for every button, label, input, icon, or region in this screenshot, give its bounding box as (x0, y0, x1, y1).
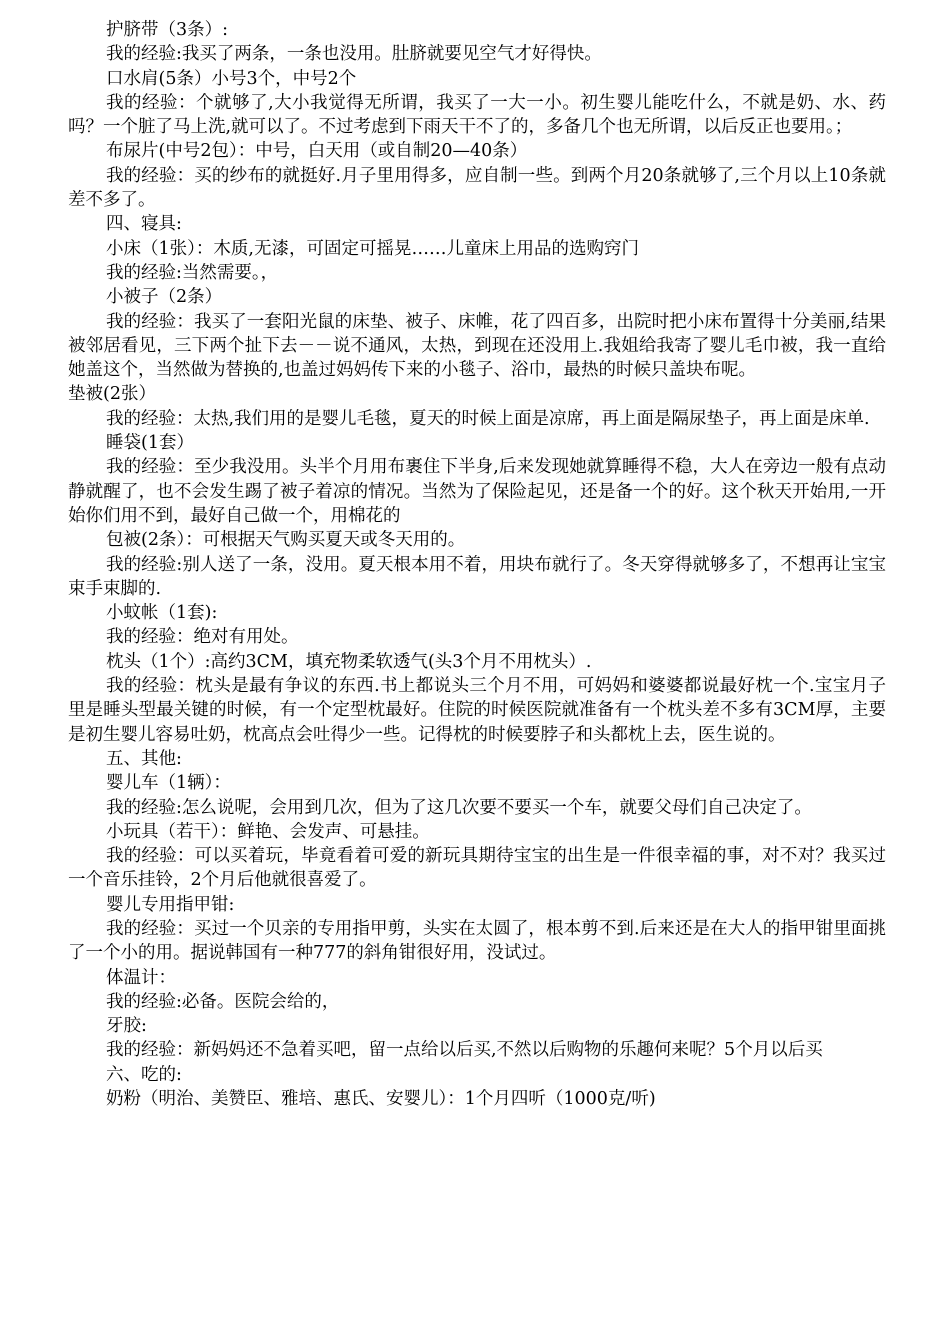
section-heading: 四、寝具: (106, 214, 182, 235)
section-heading: 五、其他: (106, 748, 182, 769)
experience-paragraph: 我的经验：可以买着玩，毕竟看着可爱的新玩具期待宝宝的出生是一件很幸福的事，对不对？我买过一个音乐挂铃，2个月后他就很喜爱了。 (68, 846, 886, 891)
item-heading: 牙胶: (106, 1016, 147, 1037)
experience-paragraph: 我的经验:怎么说呢，会用到几次，但为了这几次要不要买一个车，就要父母们自己决定了。 (106, 797, 812, 818)
experience-paragraph: 我的经验：新妈妈还不急着买吧，留一点给以后买,不然以后购物的乐趣何来呢？5个月以后买 (106, 1040, 823, 1061)
item-heading: 护脐带（3条）: (106, 20, 229, 40)
item-heading: 小床（1张）：木质,无漆，可固定可摇晃……儿童床上用品的选购窍门 (106, 238, 639, 259)
item-heading: 枕头（1个）:高约3CM，填充物柔软透气(头3个月不用枕头）. (106, 651, 592, 672)
experience-paragraph: 我的经验：至少我没用。头半个月用布裹住下半身,后来发现她就算睡得不稳，大人在旁边一般有点动静就醒了，也不会发生踢了被子着凉的情况。当然为了保险起见，还是备一个的好。这个秋天开始用,一开始你们用不到，最好自己做一个，用棉花的 (68, 457, 886, 526)
experience-paragraph: 我的经验:别人送了一条，没用。夏天根本用不着，用块布就行了。冬天穿得就够多了，不想再让宝宝束手束脚的. (68, 554, 886, 599)
document-page (68, 18, 886, 1111)
experience-paragraph: 我的经验:我买了两条，一条也没用。肚脐就要见空气才好得快。 (106, 44, 602, 65)
item-heading: 垫被(2张） (68, 384, 156, 405)
experience-paragraph: 我的经验:必备。医院会给的， (106, 991, 340, 1012)
experience-paragraph: 我的经验：买过一个贝亲的专用指甲剪，头实在太圆了，根本剪不到.后来还是在大人的指甲钳里面挑了一个小的用。据说韩国有一种777的斜角钳很好用，没试过。 (68, 918, 886, 964)
item-heading: 布尿片(中号2包）：中号，白天用（或自制20—40条） (106, 141, 528, 162)
item-heading: 体温计： (106, 967, 176, 988)
item-heading: 小被子（2条） (106, 287, 223, 308)
item-heading: 小玩具（若干）：鲜艳、会发声、可悬挂。 (106, 821, 430, 842)
experience-paragraph: 我的经验：我买了一套阳光鼠的床垫、被子、床帷，花了四百多，出院时把小床布置得十分美丽,结果被邻居看见，三下两个扯下去－－说不通风，太热，到现在还没用上.我姐给我寄了婴儿毛巾被，我一直给她盖这个，当然做为替换的,也盖过妈妈传下来的小毯子、浴巾，最热的时候只盖块布呢。 (68, 311, 886, 381)
item-heading: 婴儿车（1辆）： (106, 773, 231, 794)
item-heading: 奶粉（明治、美赞臣、雅培、惠氏、安婴儿）：1个月四听（1000克/听) (106, 1089, 656, 1110)
experience-paragraph: 我的经验：个就够了,大小我觉得无所谓，我买了一大一小。初生婴儿能吃什么，不就是奶、水、药吗？一个脏了马上洗,就可以了。不过考虑到下雨天干不了的，多备几个也无所谓，以后反正也要用。； (68, 92, 886, 138)
item-heading: 婴儿专用指甲钳: (106, 894, 235, 915)
item-heading: 睡袋(1套） (106, 433, 194, 454)
item-heading: 口水肩(5条）小号3个，中号2个 (106, 68, 357, 89)
experience-paragraph: 我的经验:当然需要。， (106, 262, 279, 283)
item-heading: 包被(2条）：可根据天气购买夏天或冬天用的。 (106, 530, 466, 551)
experience-paragraph: 我的经验：枕头是最有争议的东西.书上都说头三个月不用，可妈妈和婆婆都说最好枕一个.宝宝月子里是睡头型最关键的时候，有一个定型枕最好。住院的时候医院就准备有一个枕头差不多有3CM厚，主要是初生婴儿容易吐奶，枕高点会吐得少一些。记得枕的时候要脖子和头都枕上去，医生说的。 (68, 676, 886, 745)
experience-paragraph: 我的经验：买的纱布的就挺好.月子里用得多，应自制一些。到两个月20条就够了,三个月以上10条就差不多了。 (68, 165, 886, 211)
section-heading: 六、吃的: (106, 1064, 182, 1085)
item-heading: 小蚊帐（1套): (106, 603, 218, 624)
experience-paragraph: 我的经验：太热,我们用的是婴儿毛毯，夏天的时候上面是凉席，再上面是隔尿垫子，再上面是床单. (106, 408, 870, 429)
experience-paragraph: 我的经验：绝对有用处。 (106, 627, 299, 648)
